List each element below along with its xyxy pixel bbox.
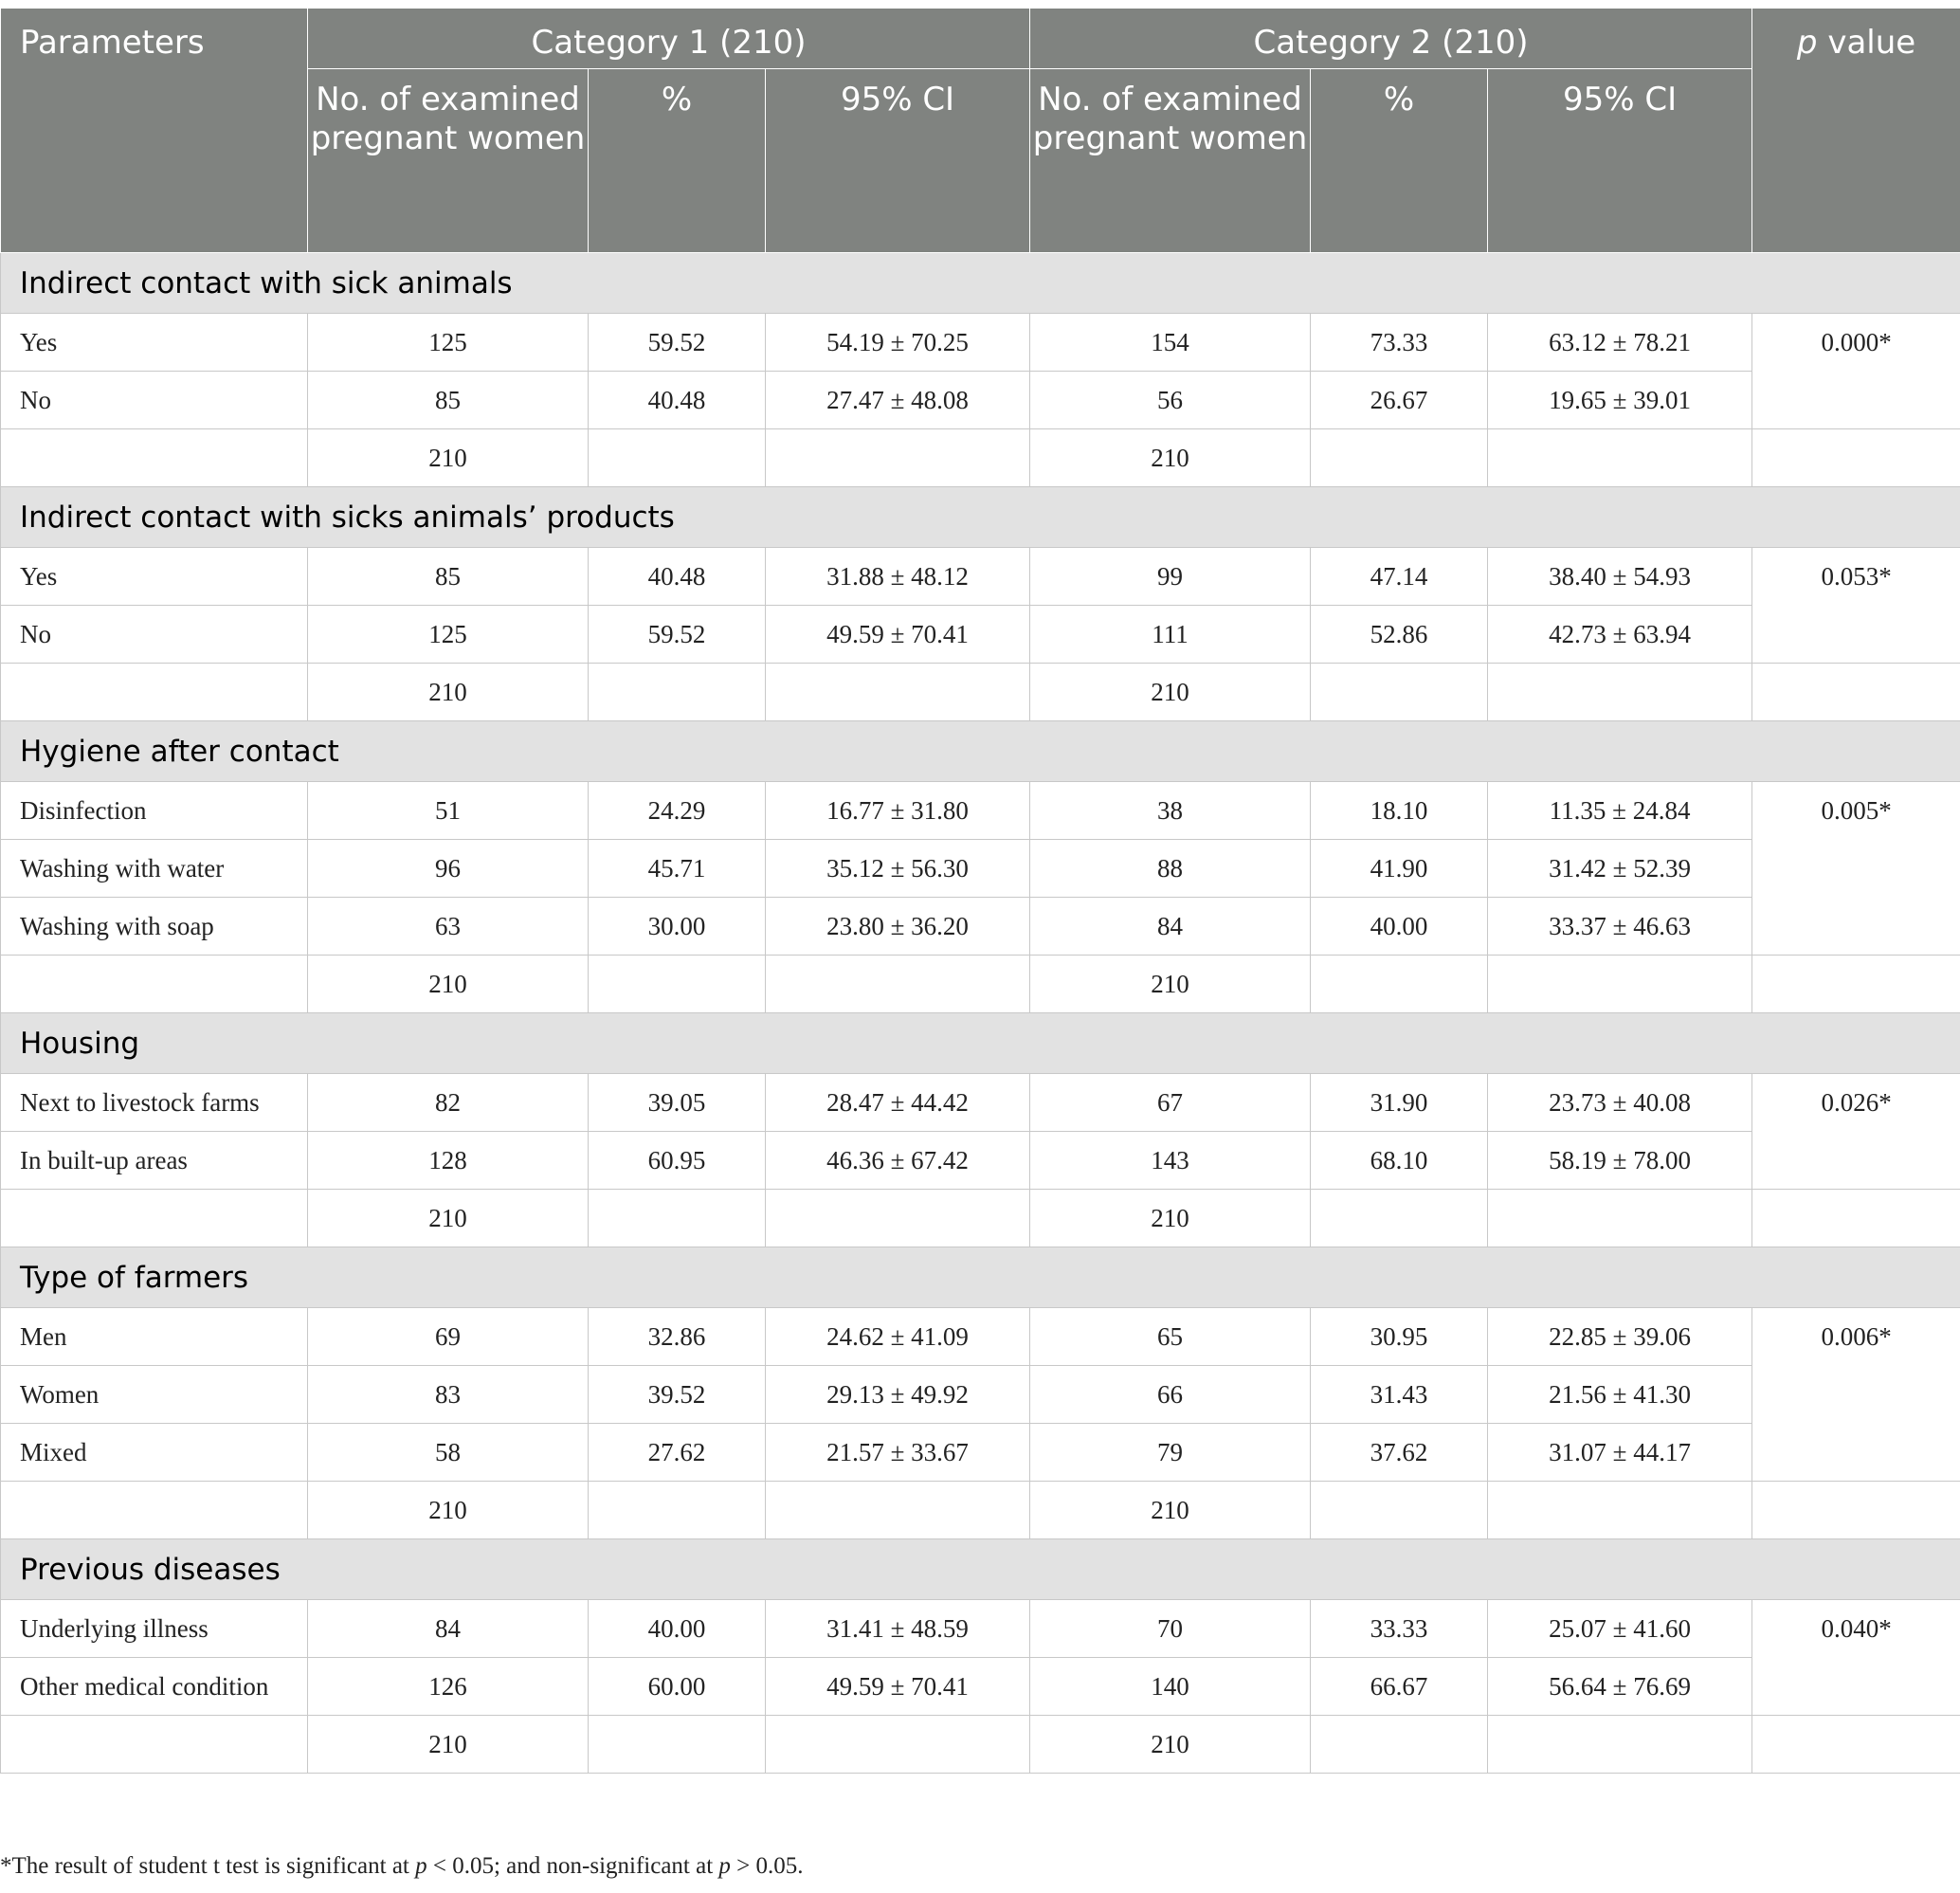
empty-cell [1752, 1482, 1960, 1539]
empty-cell [766, 429, 1030, 487]
section-header-row [1, 1247, 1960, 1308]
cat1-percent: 40.48 [589, 548, 766, 606]
cat1-total: 210 [308, 1190, 589, 1247]
total-label [1, 664, 308, 721]
cat2-count: 154 [1030, 314, 1311, 372]
row-label: Washing with water [1, 840, 308, 898]
cat2-percent: 41.90 [1311, 840, 1488, 898]
empty-cell [1752, 1716, 1960, 1774]
empty-cell [1752, 664, 1960, 721]
cat2-count: 38 [1030, 782, 1311, 840]
footnote-text-3: > 0.05. [730, 1853, 804, 1879]
empty-cell [766, 664, 1030, 721]
cat2-count: 143 [1030, 1132, 1311, 1190]
cat2-ci: 58.19 ± 78.00 [1488, 1132, 1752, 1190]
total-row [1, 1482, 1960, 1539]
empty-cell [1488, 664, 1752, 721]
total-row [1, 664, 1960, 721]
footnote-p-2: p [718, 1853, 731, 1879]
cat2-count: 88 [1030, 840, 1311, 898]
table-row [1, 1132, 1960, 1190]
section-header-row [1, 253, 1960, 314]
row-label: Yes [1, 314, 308, 372]
section-header-row [1, 487, 1960, 548]
cat1-percent: 27.62 [589, 1424, 766, 1482]
table-row [1, 1074, 1960, 1132]
section-title: Hygiene after contact [1, 721, 1960, 782]
row-label: No [1, 606, 308, 664]
section-header-row [1, 1013, 1960, 1074]
cat2-count: 56 [1030, 372, 1311, 429]
p-value: 0.000* [1752, 314, 1960, 429]
empty-cell [1488, 1716, 1752, 1774]
table-row [1, 898, 1960, 956]
cat1-total: 210 [308, 429, 589, 487]
cat2-percent: 40.00 [1311, 898, 1488, 956]
section-title: Previous diseases [1, 1539, 1960, 1600]
table-row [1, 840, 1960, 898]
empty-cell [1311, 956, 1488, 1013]
cat2-total: 210 [1030, 429, 1311, 487]
table-row [1, 314, 1960, 372]
footnote-text-2: < 0.05; and non-significant at [426, 1853, 719, 1879]
cat2-ci: 19.65 ± 39.01 [1488, 372, 1752, 429]
empty-cell [766, 1716, 1030, 1774]
cat1-percent: 60.00 [589, 1658, 766, 1716]
cat1-count: 83 [308, 1366, 589, 1424]
cat1-percent: 32.86 [589, 1308, 766, 1366]
cat1-ci: 28.47 ± 44.42 [766, 1074, 1030, 1132]
empty-cell [1488, 429, 1752, 487]
cat2-percent: 31.43 [1311, 1366, 1488, 1424]
cat1-ci: 16.77 ± 31.80 [766, 782, 1030, 840]
empty-cell [589, 429, 766, 487]
table-row [1, 1366, 1960, 1424]
header-parameters: Parameters [1, 9, 308, 253]
empty-cell [589, 1716, 766, 1774]
total-label [1, 956, 308, 1013]
header-cat2-count: No. of examined pregnant women [1030, 69, 1311, 253]
empty-cell [1311, 429, 1488, 487]
section-title: Type of farmers [1, 1247, 1960, 1308]
empty-cell [766, 1482, 1030, 1539]
total-row [1, 429, 1960, 487]
total-label [1, 1716, 308, 1774]
cat2-percent: 18.10 [1311, 782, 1488, 840]
cat2-count: 79 [1030, 1424, 1311, 1482]
header-cat2-ci: 95% CI [1488, 69, 1752, 253]
header-cat1-ci: 95% CI [766, 69, 1030, 253]
cat1-count: 51 [308, 782, 589, 840]
cat2-percent: 26.67 [1311, 372, 1488, 429]
cat1-ci: 46.36 ± 67.42 [766, 1132, 1030, 1190]
table-row [1, 606, 1960, 664]
empty-cell [1311, 1482, 1488, 1539]
empty-cell [766, 1190, 1030, 1247]
row-label: Men [1, 1308, 308, 1366]
cat2-ci: 22.85 ± 39.06 [1488, 1308, 1752, 1366]
section-title: Housing [1, 1013, 1960, 1074]
cat2-percent: 47.14 [1311, 548, 1488, 606]
cat2-ci: 31.42 ± 52.39 [1488, 840, 1752, 898]
empty-cell [589, 1482, 766, 1539]
row-label: Underlying illness [1, 1600, 308, 1658]
header-category-1: Category 1 (210) [308, 9, 1030, 69]
data-table [0, 8, 1960, 1774]
header-cat1-percent: % [589, 69, 766, 253]
cat2-count: 66 [1030, 1366, 1311, 1424]
total-row [1, 1716, 1960, 1774]
cat1-percent: 59.52 [589, 606, 766, 664]
cat1-percent: 24.29 [589, 782, 766, 840]
empty-cell [1752, 1190, 1960, 1247]
cat1-total: 210 [308, 1482, 589, 1539]
cat2-total: 210 [1030, 956, 1311, 1013]
cat1-ci: 31.88 ± 48.12 [766, 548, 1030, 606]
row-label: Yes [1, 548, 308, 606]
cat2-ci: 42.73 ± 63.94 [1488, 606, 1752, 664]
cat1-count: 128 [308, 1132, 589, 1190]
cat2-count: 111 [1030, 606, 1311, 664]
cat1-ci: 54.19 ± 70.25 [766, 314, 1030, 372]
empty-cell [1488, 956, 1752, 1013]
cat1-percent: 45.71 [589, 840, 766, 898]
row-label: Disinfection [1, 782, 308, 840]
cat2-count: 140 [1030, 1658, 1311, 1716]
cat1-ci: 29.13 ± 49.92 [766, 1366, 1030, 1424]
row-label: Other medical condition [1, 1658, 308, 1716]
table-row [1, 1308, 1960, 1366]
cat1-ci: 24.62 ± 41.09 [766, 1308, 1030, 1366]
section-header-row [1, 721, 1960, 782]
footnote-text-1: *The result of student t test is significant at [0, 1853, 416, 1879]
empty-cell [1752, 956, 1960, 1013]
cat1-count: 84 [308, 1600, 589, 1658]
cat2-ci: 38.40 ± 54.93 [1488, 548, 1752, 606]
cat2-total: 210 [1030, 1482, 1311, 1539]
empty-cell [589, 664, 766, 721]
cat1-percent: 30.00 [589, 898, 766, 956]
cat1-percent: 39.05 [589, 1074, 766, 1132]
cat1-percent: 40.00 [589, 1600, 766, 1658]
table-footnote [0, 1853, 804, 1880]
cat1-ci: 35.12 ± 56.30 [766, 840, 1030, 898]
cat1-total: 210 [308, 664, 589, 721]
cat1-total: 210 [308, 1716, 589, 1774]
table-row [1, 548, 1960, 606]
cat1-ci: 21.57 ± 33.67 [766, 1424, 1030, 1482]
cat2-ci: 21.56 ± 41.30 [1488, 1366, 1752, 1424]
header-category-2: Category 2 (210) [1030, 9, 1752, 69]
section-title: Indirect contact with sicks animals’ products [1, 487, 1960, 548]
total-row [1, 956, 1960, 1013]
cat1-percent: 39.52 [589, 1366, 766, 1424]
cat2-percent: 68.10 [1311, 1132, 1488, 1190]
cat1-ci: 23.80 ± 36.20 [766, 898, 1030, 956]
cat1-count: 85 [308, 372, 589, 429]
cat1-ci: 27.47 ± 48.08 [766, 372, 1030, 429]
cat2-percent: 30.95 [1311, 1308, 1488, 1366]
row-label: No [1, 372, 308, 429]
row-label: Washing with soap [1, 898, 308, 956]
row-label: Women [1, 1366, 308, 1424]
cat2-percent: 37.62 [1311, 1424, 1488, 1482]
empty-cell [1752, 429, 1960, 487]
cat2-percent: 52.86 [1311, 606, 1488, 664]
cat1-total: 210 [308, 956, 589, 1013]
total-label [1, 429, 308, 487]
row-label: Mixed [1, 1424, 308, 1482]
cat2-total: 210 [1030, 664, 1311, 721]
header-p-rest: value [1817, 24, 1916, 62]
cat2-count: 67 [1030, 1074, 1311, 1132]
table-row [1, 1600, 1960, 1658]
cat1-ci: 49.59 ± 70.41 [766, 606, 1030, 664]
cat2-percent: 33.33 [1311, 1600, 1488, 1658]
section-title: Indirect contact with sick animals [1, 253, 1960, 314]
cat1-count: 126 [308, 1658, 589, 1716]
cat2-total: 210 [1030, 1716, 1311, 1774]
cat2-ci: 25.07 ± 41.60 [1488, 1600, 1752, 1658]
empty-cell [766, 956, 1030, 1013]
header-p-italic: p [1796, 24, 1818, 62]
cat2-ci: 31.07 ± 44.17 [1488, 1424, 1752, 1482]
cat1-count: 96 [308, 840, 589, 898]
header-p-value [1752, 9, 1960, 253]
cat1-percent: 40.48 [589, 372, 766, 429]
cat2-percent: 31.90 [1311, 1074, 1488, 1132]
header-cat1-count: No. of examined pregnant women [308, 69, 589, 253]
cat1-percent: 60.95 [589, 1132, 766, 1190]
p-value: 0.053* [1752, 548, 1960, 664]
empty-cell [1488, 1482, 1752, 1539]
table-row [1, 782, 1960, 840]
cat1-count: 125 [308, 606, 589, 664]
cat2-ci: 11.35 ± 24.84 [1488, 782, 1752, 840]
total-label [1, 1190, 308, 1247]
table-row [1, 1424, 1960, 1482]
cat1-percent: 59.52 [589, 314, 766, 372]
header-cat2-percent: % [1311, 69, 1488, 253]
cat2-count: 99 [1030, 548, 1311, 606]
cat2-percent: 66.67 [1311, 1658, 1488, 1716]
empty-cell [589, 1190, 766, 1247]
footnote-p-1: p [415, 1853, 427, 1879]
cat2-count: 70 [1030, 1600, 1311, 1658]
cat1-count: 69 [308, 1308, 589, 1366]
table-row [1, 372, 1960, 429]
row-label: Next to livestock farms [1, 1074, 308, 1132]
empty-cell [1488, 1190, 1752, 1247]
cat2-percent: 73.33 [1311, 314, 1488, 372]
cat2-ci: 33.37 ± 46.63 [1488, 898, 1752, 956]
empty-cell [1311, 1716, 1488, 1774]
table-header [1, 9, 1960, 253]
empty-cell [1311, 1190, 1488, 1247]
total-label [1, 1482, 308, 1539]
total-row [1, 1190, 1960, 1247]
cat2-count: 84 [1030, 898, 1311, 956]
cat2-ci: 63.12 ± 78.21 [1488, 314, 1752, 372]
cat2-count: 65 [1030, 1308, 1311, 1366]
row-label: In built-up areas [1, 1132, 308, 1190]
cat1-ci: 49.59 ± 70.41 [766, 1658, 1030, 1716]
table-body [1, 253, 1960, 1774]
cat1-count: 58 [308, 1424, 589, 1482]
cat1-count: 125 [308, 314, 589, 372]
p-value: 0.006* [1752, 1308, 1960, 1482]
cat1-count: 82 [308, 1074, 589, 1132]
p-value: 0.040* [1752, 1600, 1960, 1716]
cat1-ci: 31.41 ± 48.59 [766, 1600, 1030, 1658]
empty-cell [589, 956, 766, 1013]
p-value: 0.005* [1752, 782, 1960, 956]
table-row [1, 1658, 1960, 1716]
cat1-count: 85 [308, 548, 589, 606]
section-header-row [1, 1539, 1960, 1600]
cat2-ci: 56.64 ± 76.69 [1488, 1658, 1752, 1716]
cat1-count: 63 [308, 898, 589, 956]
empty-cell [1311, 664, 1488, 721]
p-value: 0.026* [1752, 1074, 1960, 1190]
cat2-ci: 23.73 ± 40.08 [1488, 1074, 1752, 1132]
cat2-total: 210 [1030, 1190, 1311, 1247]
